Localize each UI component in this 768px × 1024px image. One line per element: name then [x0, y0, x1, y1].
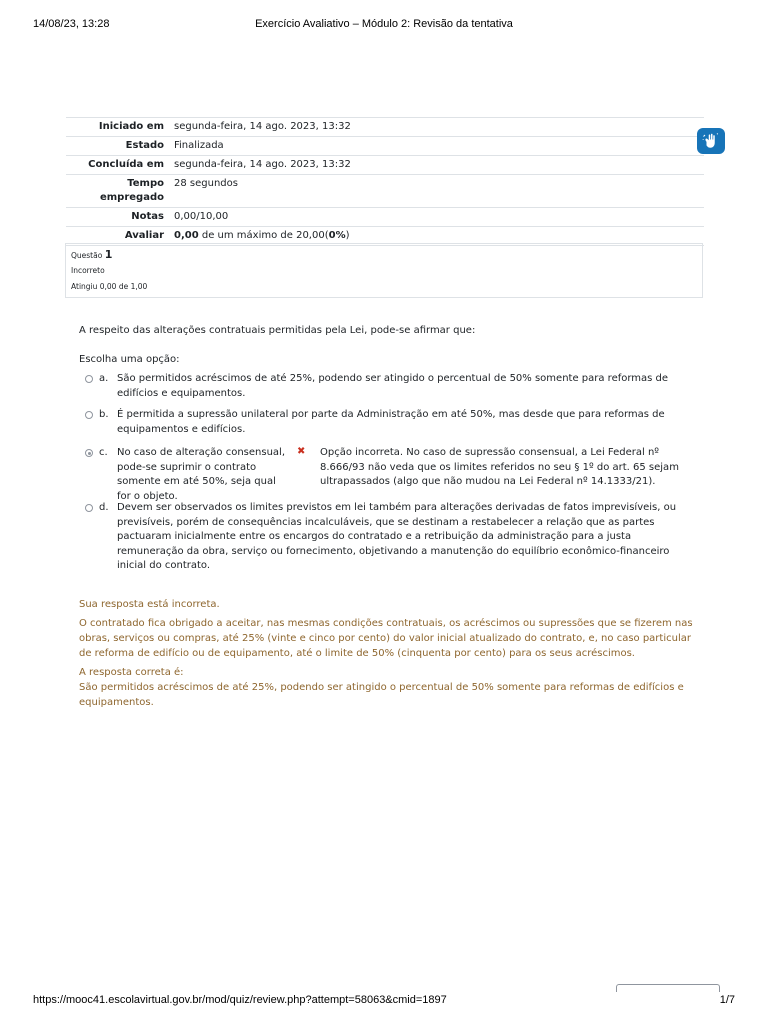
print-footer	[33, 994, 735, 1008]
option-letter: b.	[99, 409, 109, 420]
summary-value: segunda-feira, 14 ago. 2023, 13:32	[170, 118, 704, 137]
avaliar-mid: de um máximo de 20,00(	[198, 230, 329, 241]
print-header	[33, 18, 735, 32]
radio-button[interactable]	[85, 504, 93, 512]
print-page-number: 1/7	[719, 994, 735, 1006]
question-text: A respeito das alterações contratuais permitidas pela Lei, pode-se afirmar que:	[79, 325, 476, 336]
option-text: No caso de alteração consensual, pode-se suprimir o contrato somente em até 50%, seja qual for o objeto.	[117, 447, 286, 502]
hand-sign-language-icon	[702, 132, 720, 150]
question-number-value: 1	[104, 248, 113, 261]
option-text: São permitidos acréscimos de até 25%, podendo ser atingido o percentual de 50% somente para reformas de edifícios e equipamentos.	[117, 373, 669, 399]
answer-prompt: Escolha uma opção:	[79, 354, 180, 365]
incorrect-message: Sua resposta está incorreta.	[79, 599, 220, 610]
question-label: Questão	[71, 251, 103, 260]
summary-row	[66, 118, 704, 137]
summary-label: Estado	[66, 137, 170, 156]
correct-answer-label: A resposta correta é:	[79, 667, 184, 678]
summary-value: segunda-feira, 14 ago. 2023, 13:32	[170, 156, 704, 175]
option-text: Devem ser observados os limites previstos em lei também para alterações derivadas de fatos imprevisíveis, ou previsíveis, porém de consequências incalculáveis, que se destinam a restabelecer a relação que as partes pactuaram inicialmente entre os encargos do contratado e a retribuição da administração para a justa remuneração da obra, serviço ou fornecimento, objetivando a manutenção do equilíbrio econômico-financeiro inicial do contrato.	[117, 502, 677, 571]
avaliar-end: )	[345, 230, 350, 241]
question-number	[71, 249, 697, 262]
summary-label: Tempo empregado	[66, 175, 170, 208]
summary-value: Finalizada	[170, 137, 704, 156]
summary-row	[66, 137, 704, 156]
quiz-navigation-select[interactable]	[616, 984, 720, 992]
summary-row	[66, 175, 704, 208]
print-url: https://mooc41.escolavirtual.gov.br/mod/quiz/review.php?attempt=58063&cmid=1897	[33, 994, 447, 1006]
question-grade: Atingiu 0,00 de 1,00	[71, 282, 148, 291]
radio-button[interactable]	[85, 375, 93, 383]
question-info-box	[65, 243, 703, 298]
summary-label: Concluída em	[66, 156, 170, 175]
outcome-feedback	[79, 597, 699, 710]
summary-value: 0,00/10,00	[170, 208, 704, 227]
question-state: Incorreto	[71, 266, 105, 275]
summary-label: Iniciado em	[66, 118, 170, 137]
option-letter: a.	[99, 373, 109, 384]
attempt-summary-table	[66, 117, 704, 246]
avaliar-percent: 0%	[328, 230, 346, 241]
incorrect-x-icon: ✖	[297, 446, 306, 457]
avaliar-score: 0,00	[174, 230, 199, 241]
summary-value: 28 segundos	[170, 175, 704, 208]
summary-label: Notas	[66, 208, 170, 227]
option-letter: c.	[99, 447, 108, 458]
summary-row	[66, 208, 704, 227]
radio-button-selected[interactable]	[85, 449, 93, 457]
option-letter: d.	[99, 502, 109, 513]
summary-label: Avaliar	[66, 227, 170, 246]
general-feedback: O contratado fica obrigado a aceitar, nas mesmas condições contratuais, os acréscimos ou supressões que se fizerem nas obras, serviços ou compras, até 25% (vinte e cinco por cento) do valor inicial atualizado do contrato, e, no caso particular de reforma de edifício ou de equipamento, até o limite de 50% (cinquenta por cento) para os seus acréscimos.	[79, 618, 693, 659]
correct-answer-text: São permitidos acréscimos de até 25%, podendo ser atingido o percentual de 50% somente para reformas de edifícios e equipamentos.	[79, 682, 684, 708]
print-page-title: Exercício Avaliativo – Módulo 2: Revisão da tentativa	[255, 18, 513, 30]
radio-button[interactable]	[85, 411, 93, 419]
option-text: É permitida a supressão unilateral por parte da Administração em até 50%, mas desde que para reformas de equipamentos e edifícios.	[117, 409, 665, 435]
print-date: 14/08/23, 13:28	[33, 18, 110, 30]
summary-row	[66, 156, 704, 175]
specific-feedback: Opção incorreta. No caso de supressão consensual, a Lei Federal nº 8.666/93 não veda que os limites referidos no seu § 1º do art. 65 sejam ultrapassados (algo que não mudou na Lei Federal nº 14.1333/21).	[320, 447, 679, 487]
accessibility-button[interactable]	[697, 128, 725, 154]
